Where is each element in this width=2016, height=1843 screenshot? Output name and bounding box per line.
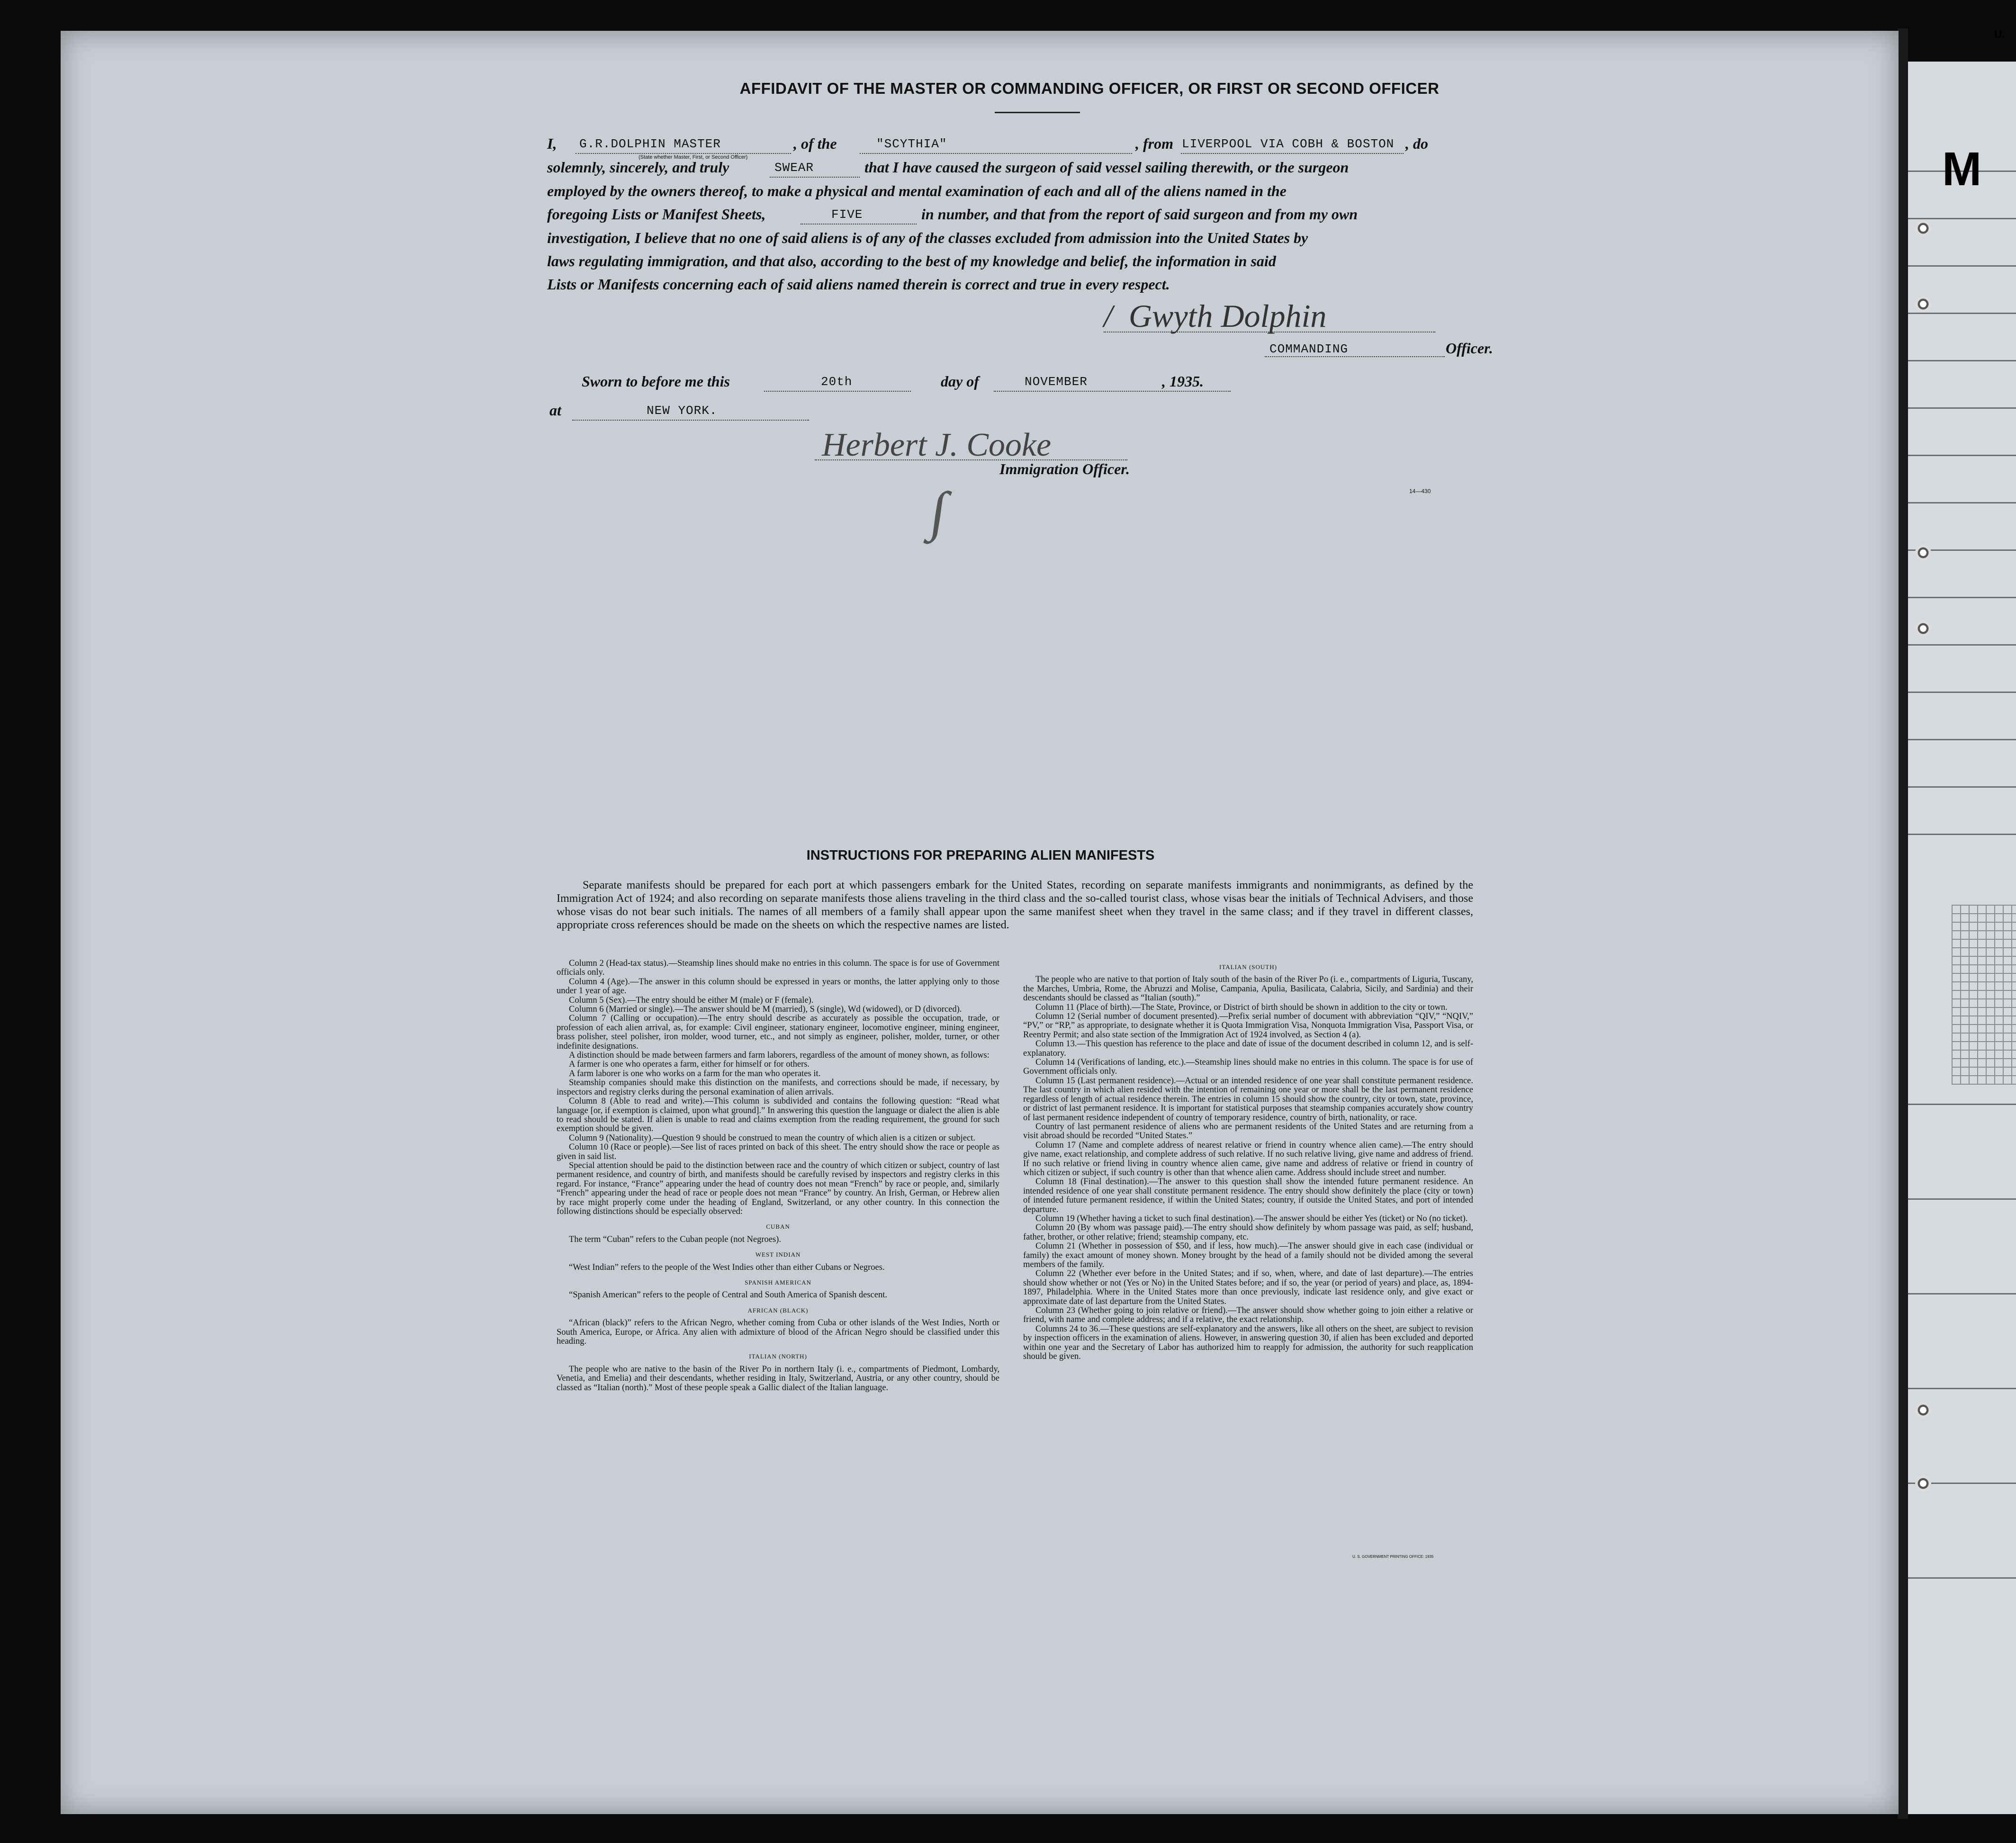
instruction-paragraph: Column 10 (Race or people).—See list of races printed on back of this sheet. The entry should show the race or people as given in said list. (557, 1142, 999, 1161)
definition-heading: ITALIAN (NORTH) (749, 1353, 807, 1360)
instruction-paragraph: Column 4 (Age).—The answer in this column should be expressed in years or months, the latter applying only to those under 1 year of age. (557, 977, 999, 996)
instruction-paragraph: Column 6 (Married or single).—The answer should be M (married), S (single), Wd (widowed), or D (divorced). (569, 1005, 962, 1015)
instructions-title: INSTRUCTIONS FOR PREPARING ALIEN MANIFESTS (806, 848, 1155, 863)
location-field: NEW YORK. (647, 404, 718, 418)
vessel-name-field: "SCYTHIA" (876, 137, 947, 151)
instruction-paragraph: A farmer is one who operates a farm, either for himself or for others. (569, 1060, 810, 1070)
sworn-day-field: 20th (821, 375, 853, 389)
instructions-left-column (557, 959, 999, 1395)
instruction-paragraph: Column 15 (Last permanent residence).—Actual or an intended residence of one year shall constitute permanent residence. The last country in which alien resided with the intention of remaining one year or more shall be the last permanent residence regardless of length of actual residence therein. The entries in column 15 should show the country, city or town, state, province, or district of last permanent residence. It is important for statistical purposes that steamship companies accurately show country of last permanent residence independent of country of temporary residence, country of birth, nationality, or race. (1023, 1076, 1473, 1123)
instruction-paragraph: A farm laborer is one who works on a farm for the man who operates it. (569, 1069, 821, 1079)
form-number: 14—430 (1409, 488, 1431, 494)
signature-flourish: ∫ (926, 478, 951, 543)
instruction-paragraph: Column 5 (Sex).—The entry should be either M (male) or F (female). (569, 995, 814, 1005)
page-edge (1898, 28, 1908, 1819)
departure-port-field: LIVERPOOL VIA COBH & BOSTON (1182, 137, 1395, 151)
definition-heading: CUBAN (766, 1223, 790, 1231)
officer-note: (State whether Master, First, or Second Officer) (639, 154, 748, 160)
instruction-paragraph: Column 12 (Serial number of document presented).—Prefix serial number of document with abbreviation “QIV,” “NQIV,” “PV,” or “RP,” as appropriate, to designate whether it is Quota Immigration Visa, Nonquota Immigration Visa, Passport Visa, or Reentry Permit; and also state section of the Immigration Act of 1924 involved, as Section 4 (a). (1023, 1012, 1473, 1040)
oath-field: SWEAR (774, 161, 814, 175)
definition-text: “West Indian” refers to the people of the West Indies other than either Cubans or Negroes. (569, 1262, 885, 1272)
affidavit-line-3: employed by the owners thereof, to make a physical and mental examination of each and all of the aliens named in the (547, 182, 1287, 199)
instruction-paragraph: Column 21 (Whether in possession of $50, and if less, how much).—The answer should give in each case (individual or family) the exact amount of money shown. Money brought by the head of a family should not be divided among the several members of the family. (1023, 1241, 1473, 1269)
instruction-paragraph: Column 2 (Head-tax status).—Steamship lines should make no entries in this column. The space is for use of Government officials only. (557, 959, 999, 978)
adjacent-page-strip (1904, 62, 2016, 1814)
master-signature: / Gwyth Dolphin (1104, 298, 1327, 334)
instruction-paragraph: Column 14 (Verifications of landing, etc.).—Steamship lines should make no entries in this column. The space is for use of Government officials only. (1023, 1058, 1473, 1077)
instruction-paragraph: Column 11 (Place of birth).—The State, Province, or District of birth should be shown in addition to the city or town. (1035, 1002, 1448, 1012)
definition-heading: SPANISH AMERICAN (745, 1279, 811, 1286)
affidavit-line-7: Lists or Manifests concerning each of said aliens named therein is correct and true in every respect. (547, 276, 1170, 293)
officer-name-field: G.R.DOLPHIN MASTER (579, 137, 721, 151)
instruction-paragraph: Column 17 (Name and complete address of nearest relative or friend in country whence alien came).—The entry should give name, exact relationship, and complete address of such relative. If no such relative living, give name and address of friend. If no such relative or friend living in country whence alien came, give name and address of relative or friend in country of which citizen or subject, if such country is other than that whence alien came. Address should include street and number. (1023, 1140, 1473, 1178)
edge-corner-mark: U. (1994, 28, 2005, 40)
grommet (1915, 545, 1931, 561)
title-rule (995, 112, 1080, 113)
instruction-paragraph: Country of last permanent residence of aliens who are permanent residents of the United States and are returning from a visit abroad should be recorded “United States.” (1023, 1122, 1473, 1141)
instruction-paragraph: Column 13.—This question has reference to the place and date of issue of the document described in column 12, and is self-explanatory. (1023, 1039, 1473, 1058)
affidavit-title: AFFIDAVIT OF THE MASTER OR COMMANDING OFFICER, OR FIRST OR SECOND OFFICER (739, 80, 1440, 97)
grommet (1915, 620, 1931, 637)
instruction-paragraph: Column 9 (Nationality).—Question 9 should be construed to mean the country of which alien is a citizen or subject. (569, 1133, 976, 1143)
immigration-officer-label: Immigration Officer. (999, 460, 1130, 477)
affidavit-line-5: investigation, I believe that no one of said aliens is of any of the classes excluded from admission into the United States by (547, 229, 1308, 246)
definition-heading: AFRICAN (BLACK) (747, 1306, 809, 1314)
instruction-paragraph: Column 8 (Able to read and write).—This column is subdivided and contains the following question: “Read what language [or, if exemption is claimed, upon what ground].” In answering this question the language or dialect the alien is able to read should be stated. If alien is unable to read and claims exemption from the reading requirement, the ground for such exemption should be given. (557, 1097, 999, 1134)
sheet-count-field: FIVE (831, 207, 863, 222)
instruction-paragraph: Column 20 (By whom was passage paid).—The entry should show definitely by whom passage was paid, as self; husband, father, brother, or other relative; friend; steamship company, etc. (1023, 1223, 1473, 1242)
instruction-paragraph: Column 23 (Whether going to join relative or friend).—The answer should show whether going to join either a relative or friend, with name and complete address; and if a relative, the exact relationship. (1023, 1306, 1473, 1325)
printer-imprint: U. S. GOVERNMENT PRINTING OFFICE: 1935 (1352, 1555, 1434, 1559)
definition-text: The people who are native to the basin of the River Po in northern Italy (i. e., compartments of Piedmont, Lombardy, Venetia, and Emelia) and their descendants, whether residing in Italy, Switzerland, Austria, or any other country, should be classed as “Italian (north).” Most of these people speak a Gallic dialect of the Italian language. (557, 1364, 999, 1393)
signer-rank-field: COMMANDING (1269, 342, 1349, 356)
instructions-right-column (1023, 957, 1473, 1361)
instruction-paragraph: Special attention should be paid to the distinction between race and the country of which citizen or subject, country of last permanent residence, and country of birth, and manifests should be carefully revised by inspectors and registry clerks in this regard. For instance, “France” appearing under the head of country does not mean “French” by race or people, and, similarly “French” appearing under the head of race or people does not mean “France” by country. An Irish, German, or Hebrew alien by race might properly come under the heading of England, Switzerland, or any other country. In this connection the following distinctions should be especially observed: (557, 1160, 999, 1216)
grommet (1915, 220, 1931, 236)
instructions-intro: Separate manifests should be prepared for each port at which passengers embark for the United States, recording on separate manifests immigrants and nonimmigrants, as defined by the Immigration Act of 1924; and also recording on separate manifests those aliens traveling in the third class and the so-called tourist class, whose visas bear the initials of Technical Advisers, and those whose visas do not bear such initials. The names of all members of a family shall appear upon the same manifest sheet when they travel in the same class; and if they travel in different classes, appropriate cross references should be made on the sheets on which the respective names are listed. (557, 879, 1473, 931)
sworn-month-field: NOVEMBER (1025, 375, 1088, 389)
definition-text: The term “Cuban” refers to the Cuban people (not Negroes). (569, 1234, 781, 1244)
grid-pattern (1952, 905, 2016, 1085)
instruction-paragraph: The people who are native to that portion of Italy south of the basin of the River Po (i. e., compartments of Liguria, Tuscany, the Marches, Umbria, Rome, the Abruzzi and Molise, Campania, Apulia, Basilicata, Calabria, Sicily, and Sardinia) and their descendants should be classed as “Italian (south).” (1023, 975, 1473, 1003)
definition-text: “African (black)” refers to the African Negro, whether coming from Cuba or other islands of the West Indies, North or South America, Europe, or Africa. Any alien with admixture of blood of the African Negro should be classified under this heading. (557, 1318, 999, 1347)
instruction-paragraph: A distinction should be made between farmers and farm laborers, regardless of the amount of money shown, as follows: (569, 1051, 990, 1061)
affidavit-line-6: laws regulating immigration, and that also, according to the best of my knowledge and belief, the information in said (547, 252, 1276, 270)
immigration-officer-signature: Herbert J. Cooke (822, 427, 1052, 463)
definition-heading: ITALIAN (SOUTH) (1219, 963, 1277, 971)
grommet (1915, 1402, 1931, 1418)
instruction-paragraph: Column 7 (Calling or occupation).—The entry should describe as accurately as possible the occupation, trade, or profession of each alien arrival, as, for example: Civil engineer, stationary engineer, locomotive engineer, mining engineer, brass polisher, steel polisher, iron molder, wood turner, etc., and not simply as engineer, polisher, molder, turner, or other indefinite designations. (557, 1014, 999, 1051)
grommet (1915, 296, 1931, 312)
instruction-paragraph: Column 19 (Whether having a ticket to such final destination).—The answer should be either Yes (ticket) or No (no ticket). (1035, 1214, 1468, 1223)
definition-heading: WEST INDIAN (755, 1251, 801, 1259)
instruction-paragraph: Columns 24 to 36.—These questions are self-explanatory and the answers, like all others on the sheet, are subject to revision by inspection officers in the examination of aliens. However, in answering question 30, if alien has been excluded and deported within one year and the Secretary of Labor has authorized him to reapply for admission, the authority for such reapplication should be given. (1023, 1324, 1473, 1362)
instruction-paragraph: Steamship companies should make this distinction on the manifests, and corrections should be made, if necessary, by inspectors and registry clerks during the personal examination of alien arrivals. (557, 1078, 999, 1097)
definition-text: “Spanish American” refers to the people of Central and South America of Spanish descent. (569, 1290, 887, 1300)
officer-suffix: Officer. (1446, 340, 1493, 357)
edge-letter: M (1942, 143, 1982, 196)
instruction-paragraph: Column 22 (Whether ever before in the United States; and if so, when, where, and date of last departure).—The entries should show whether or not (Yes or No) in the United States before; and if so, the year (or period of years) and place, as, 1894-1897, Philadelphia. Where in the United States more than once previously, indicate last residence only, and give exact or approximate date of last departure from the United States. (1023, 1269, 1473, 1306)
instruction-paragraph: Column 18 (Final destination).—The answer to this question shall show the intended future permanent residence. An intended residence of one year shall constitute permanent residence. The entry should show definitely the place (city or town) of intended future permanent residence, if within the United States; country, if outside the United States, and port of intended departure. (1023, 1177, 1473, 1214)
grommet (1915, 1475, 1931, 1492)
